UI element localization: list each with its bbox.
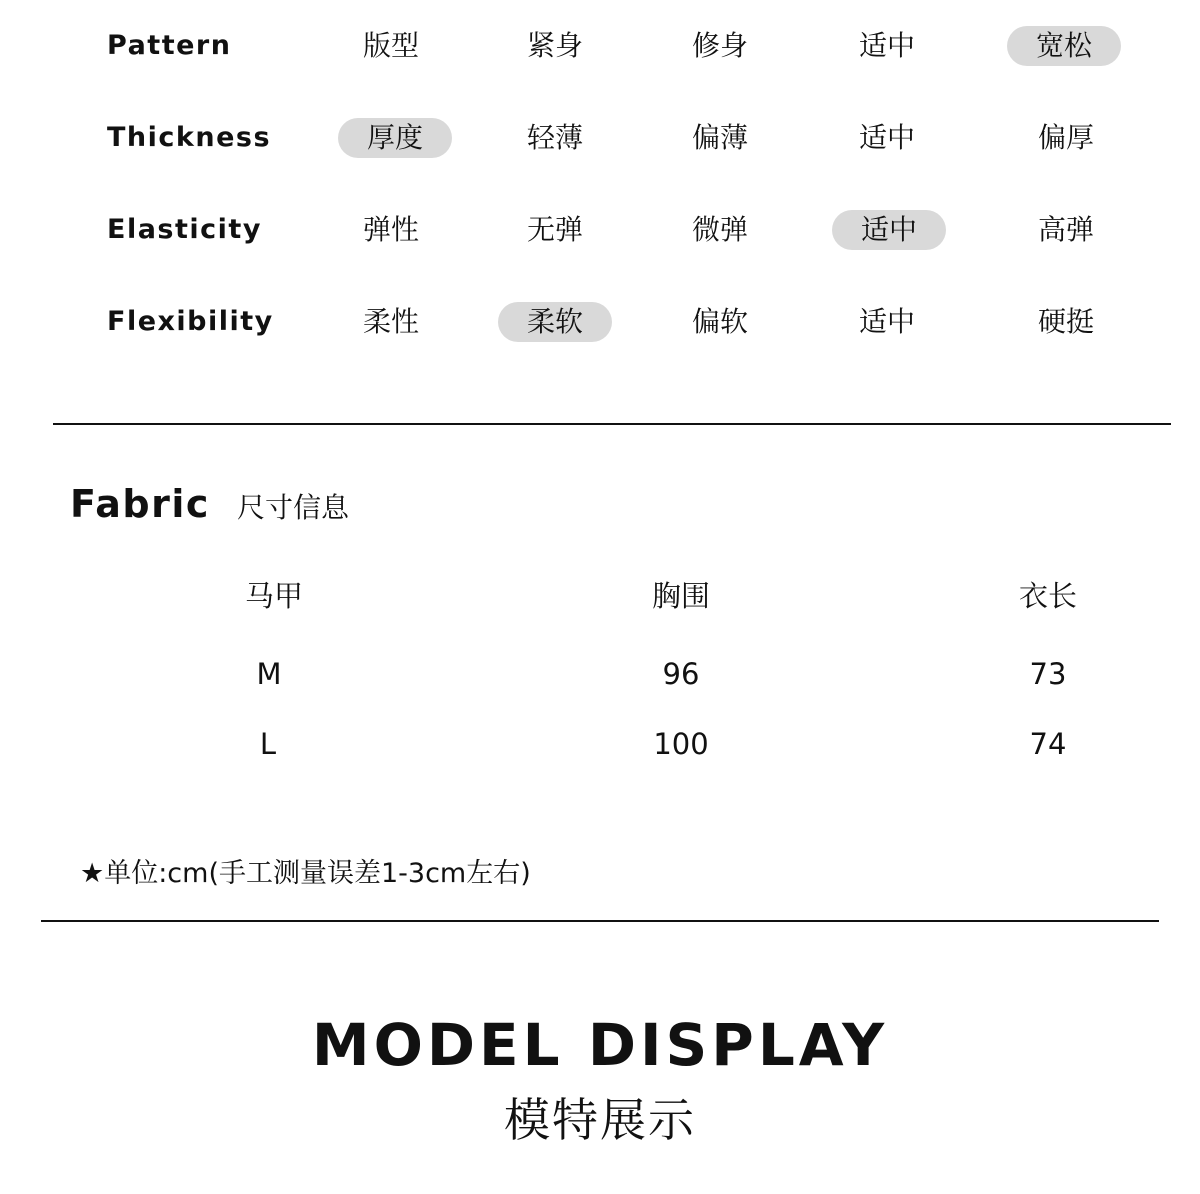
attribute-option: 适中 xyxy=(858,121,915,154)
table-cell: 96 xyxy=(662,657,700,691)
model-display-subtitle: 模特展示 xyxy=(504,1093,696,1147)
attribute-row-thickness xyxy=(0,116,1200,160)
section-divider-bottom xyxy=(41,920,1159,922)
table-header-cell: 马甲 xyxy=(244,579,303,613)
attribute-option: 偏厚 xyxy=(1037,121,1094,154)
attribute-option: 弹性 xyxy=(362,213,419,246)
attribute-option: 适中 xyxy=(858,305,915,338)
fabric-title: Fabric xyxy=(70,482,210,526)
model-display-title: MODEL DISPLAY xyxy=(311,1011,889,1079)
attribute-row-flexibility xyxy=(0,300,1200,344)
table-cell: 100 xyxy=(653,727,709,761)
table-cell: L xyxy=(259,727,277,761)
attribute-option: 无弹 xyxy=(526,213,583,246)
attribute-label: Flexibility xyxy=(107,306,274,337)
attribute-label: Thickness xyxy=(107,122,272,153)
table-header-cell: 胸围 xyxy=(651,579,710,613)
attribute-option: 轻薄 xyxy=(526,121,583,154)
attribute-option-selected: 柔软 xyxy=(498,302,612,342)
attribute-option: 偏软 xyxy=(691,305,748,338)
table-cell: 73 xyxy=(1029,657,1067,691)
attribute-option: 版型 xyxy=(362,29,419,62)
attribute-option: 适中 xyxy=(858,29,915,62)
attribute-option: 偏薄 xyxy=(691,121,748,154)
attribute-label: Pattern xyxy=(107,30,232,61)
attribute-option-selected: 适中 xyxy=(832,210,946,250)
attribute-row-elasticity xyxy=(0,208,1200,252)
attribute-option: 硬挺 xyxy=(1037,305,1094,338)
attribute-option: 紧身 xyxy=(526,29,583,62)
attribute-option: 修身 xyxy=(691,29,748,62)
attribute-option: 高弹 xyxy=(1037,213,1094,246)
section-divider-top xyxy=(53,423,1171,425)
attribute-option: 微弹 xyxy=(691,213,748,246)
table-cell: M xyxy=(256,657,282,691)
attribute-row-pattern xyxy=(0,24,1200,68)
measurement-note: ★单位:cm(手工测量误差1-3cm左右) xyxy=(80,858,531,889)
attribute-label: Elasticity xyxy=(107,214,262,245)
attribute-option: 柔性 xyxy=(362,305,419,338)
attribute-option-selected: 宽松 xyxy=(1007,26,1121,66)
table-cell: 74 xyxy=(1029,727,1067,761)
table-header-cell: 衣长 xyxy=(1018,579,1077,613)
attribute-option-selected: 厚度 xyxy=(338,118,452,158)
fabric-subtitle: 尺寸信息 xyxy=(237,491,350,524)
